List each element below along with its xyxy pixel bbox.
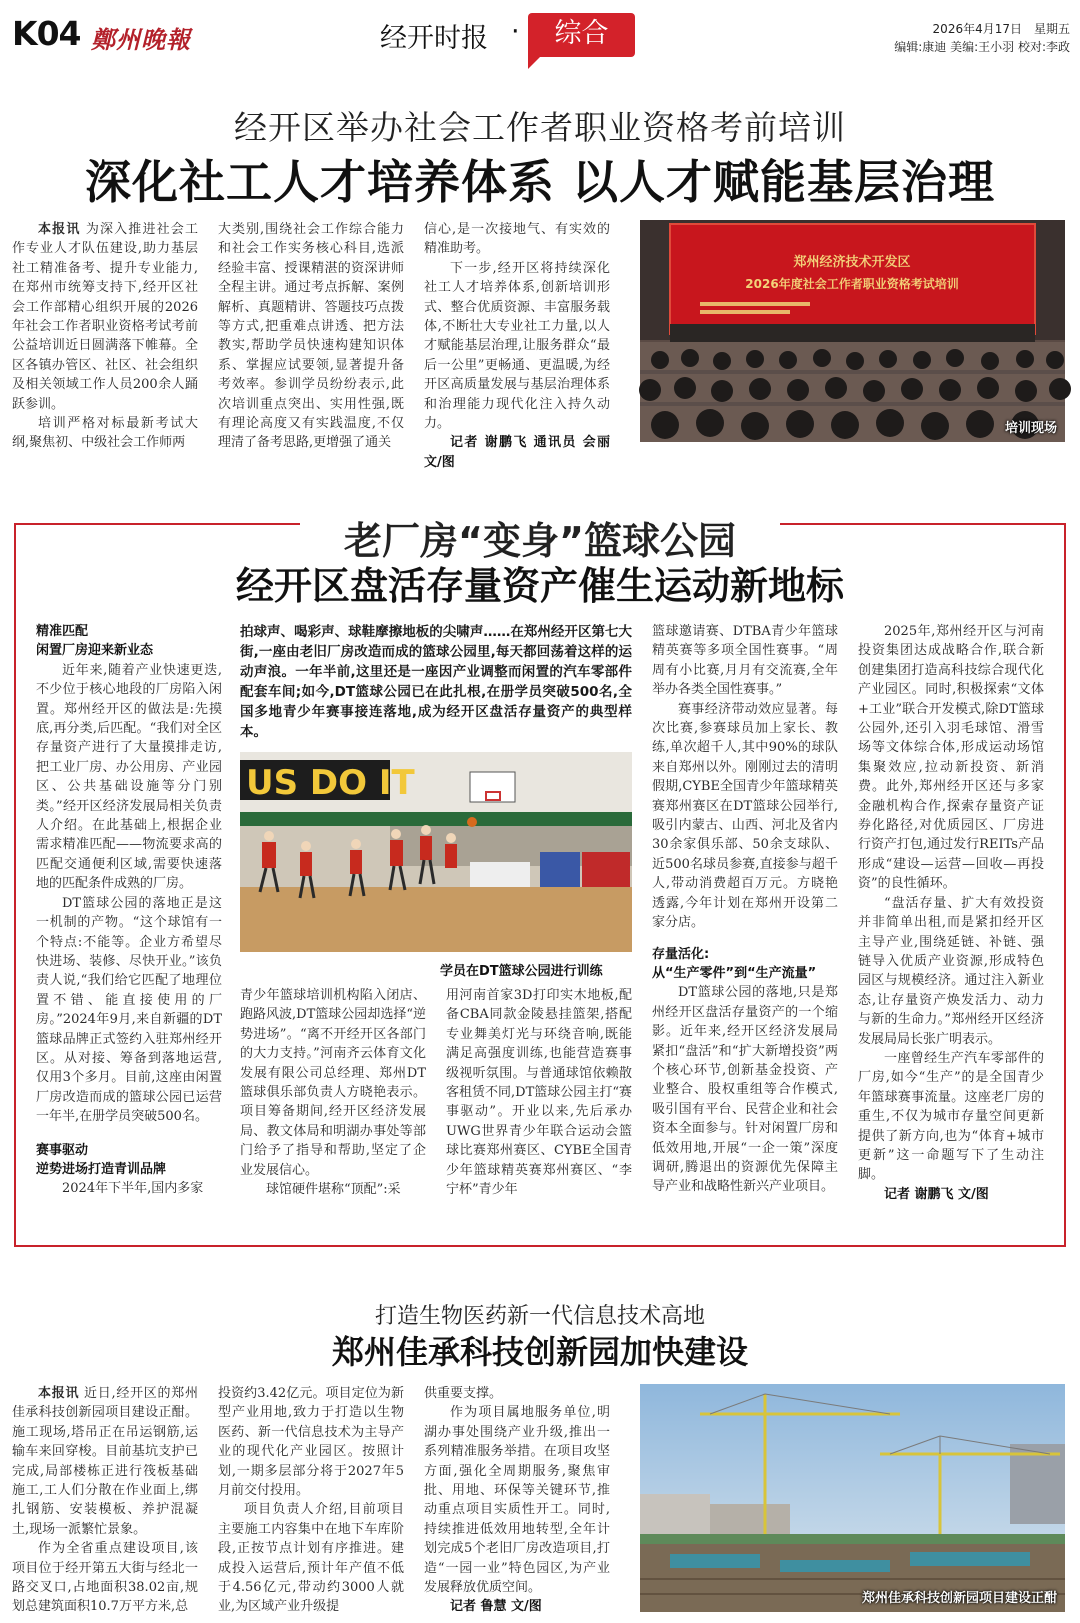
article2-text-2c: 球馆硬件堪称“顶配”:采 (266, 1182, 401, 1198)
issue-date: 2026年4月17日 星期五 (932, 22, 1070, 36)
article1-byline: 记者 谢鹏飞 通讯员 会丽 文/图 (424, 435, 610, 470)
banner-text-1: 郑州经济技术开发区 (793, 255, 911, 270)
article2-text-3b: 用河南首家3D打印实木地板,配备CBA同款金陵悬挂篮架,搭配专业舞美灯光与环绕音响,既能满足高强度训练,也能营造赛事级视听氛围。与普通球馆依赖散客租赁不同,DT篮球公园主打“赛事驱动”。开业以来,先后承办UWG世界青少年联合运动会篮球比赛郑州赛区、CYBE全国青少年篮球精英赛郑州赛区、“李宁杯”青少年 (446, 988, 632, 1198)
basketball-court-image (240, 752, 632, 952)
article3-text-1: 近日,经开区的郑州佳承科技创新园项目建设正酣。施工现场,塔吊正在吊运钢筋,运输车来回穿梭。目前基坑支护已完成,局部楼栋正进行筏板基础施工,工人们分散在作业面上,绑扎钢筋、安装模板、养护混凝土,现场一派繁忙景象。 (12, 1386, 198, 1537)
construction-site-image (640, 1384, 1065, 1612)
article3-text-2b: 项目负责人介绍,目前项目主要施工内容集中在地下车库阶段,正按节点计划有序推进。建成投入运营后,预计年产值不低于4.56亿元,带动约3000人就业,为区域产业升级提 (218, 1502, 404, 1615)
article2-intro: 拍球声、喝彩声、球鞋摩擦地板的尖啸声……在郑州经开区第七大街,一座由老旧厂房改造而成的篮球公园里,每天都回荡着这样的运动声浪。一年半前,这里还是一座因产业调整而闲置的汽车零部件配套车间;如今,DT篮球公园已在此扎根,在册学员突破500名,全国多地青少年赛事接连落地,成为经开区盘活存量资产的典型样本。 (240, 624, 632, 740)
article2-subhead-3b: 从“生产零件”到“生产流量” (652, 965, 817, 981)
article1-text-1b: 培训严格对标最新考试大纲,聚焦初、中级社会工作师两 (12, 416, 198, 451)
page-number: K04 (12, 14, 81, 53)
masthead (0, 0, 1080, 70)
article1-text-3: 信心,是一次接地气、有实效的精准助考。 (424, 222, 610, 257)
article2-subhead-3a: 存量活化: (652, 946, 710, 962)
article3-text-1b: 作为全省重点建设项目,该项目位于经开第五大街与经北一路交叉口,占地面积38.02亩,规划总建筑面积10.7万平方米,总 (12, 1541, 198, 1615)
article2-column-3-lower (446, 986, 632, 1226)
article2-text-3: 篮球邀请赛、DTBA青少年篮球精英赛等多项全国性赛事。“周周有小比赛,月月有交流赛,全年举办各类全国性赛事。” (652, 624, 838, 698)
article1-column-3 (424, 220, 610, 470)
section-tag: 综合 (528, 13, 635, 57)
article2-text-1b: DT篮球公园的落地正是这一机制的产物。“这个球馆有一个特点:不能等。企业方希望尽快进场、装修、尽快开业。”该负责人说,“我们给它匹配了地理位置不错、能直接使用的厂房。”2024年9月,来自新疆的DT篮球品牌正式签约入驻郑州经开区。从对接、筹备到落地运营,仅用3个多月。目前,这座由闲置厂房改造而成的篮球公园已运营一年半,在册学员突破500名。 (36, 895, 222, 1125)
article2-text-2b: 青少年篮球培训机构陷入闭店、跑路风波,DT篮球公园却选择“逆势进场”。“离不开经开区各部门的大力支持。”河南齐云体育文化发展有限公司总经理、郑州DT篮球俱乐部负责人方晓艳表示。项目筹备期间,经开区经济发展局、教文体局和明湖办事处等部门给予了指导和帮助,坚定了企业发展信心。 (240, 988, 426, 1178)
article1-column-1 (12, 220, 198, 451)
article3-photo-caption: 郑州佳承科技创新园项目建设正酣 (861, 1591, 1057, 1606)
article3-byline: 记者 鲁慧 文/图 (450, 1599, 542, 1615)
section-separator: · (511, 16, 520, 47)
article3-column-2 (218, 1384, 404, 1616)
article1-photo (640, 220, 1065, 442)
article3-column-3 (424, 1384, 610, 1616)
article3-kicker: 打造生物医药新一代信息技术高地 (374, 1304, 705, 1329)
training-hall-image (640, 220, 1065, 442)
article3-photo (640, 1384, 1065, 1612)
article2-text-1: 近年来,随着产业快速更迭,不少位于核心地段的厂房陷入闲置。郑州经开区的做法是:先摸底,再分类,后匹配。“我们对全区存量资产进行了大量摸排走访,把工业厂房、办公用房、产业园区、公共基础设施等分门别类。”经开区经济发展局相关负责人介绍。在此基础上,根据企业需求精准匹配——物流要求高的匹配交通便利区域,需要快速落地的匹配条件成熟的厂房。 (36, 662, 222, 892)
article2-subhead-2b: 逆势进场打造青训品牌 (36, 1161, 167, 1177)
article2-text-4b: “盘活存量、扩大有效投资并非简单出租,而是紧扣经开区主导产业,围绕延链、补链、强链导入优质产业资源,形成特色园区与规模经济。通过注入新业态,让存量资产焕发活力、动力与新的生命力。”郑州经开区经济发展局局长张广明表示。 (858, 895, 1044, 1047)
article3-text-3b: 作为项目属地服务单位,明湖办事处围绕产业升级,推出一系列精准服务举措。在项目攻坚方面,强化全周期服务,聚焦审批、用地、环保等关键环节,推动重点项目实质性开工。同时,持续推进低效用地转型,全年计划完成5个老旧厂房改造项目,打造“一园一业”特色园区,为产业发展释放优质空间。 (424, 1405, 610, 1596)
article2-text-4: 2025年,郑州经开区与河南投资集团达成战略合作,联合新创建集团打造高科技综合现代化产业园区。同时,积极探索“文体+工业”联合开发模式,除DT篮球公园外,还引入羽毛球馆、滑雪场等文体综合体,形成运动场馆集聚效应,拉动新投资、新消费。此外,郑州经开区还与多家金融机构合作,探索存量资产证券化路径,对优质园区、厂房进行资产打包,通过发行REITs产品形成“建设—运营—回收—再投资”的良性循环。 (858, 624, 1044, 892)
article2-subhead-1a: 精准匹配 (36, 624, 89, 639)
article1-text-3b: 下一步,经开区将持续深化社工人才培养体系,创新培训形式、整合优质资源、丰富服务载体,不断壮大专业社工力量,以人才赋能基层治理,让服务群众“最后一公里”更畅通、更温暖,为经开区高质量发展与基层治理体系和治理能力现代化注入持久动力。 (424, 260, 610, 432)
article2-column-2 (240, 986, 426, 1226)
court-banner-text: US DO IT (246, 763, 415, 803)
section-name: 经开时报 (380, 23, 488, 54)
paper-logo: 鄭州晚報 (91, 25, 191, 54)
article2-byline: 记者 谢鹏飞 文/图 (884, 1186, 989, 1202)
article2-kicker: 老厂房“变身”篮球公园 (344, 519, 736, 563)
article2-headline: 经开区盘活存量资产催生运动新地标 (235, 564, 844, 608)
article2-photo (240, 752, 632, 952)
article2-column-5 (858, 622, 1044, 1224)
issue-staff: 编辑:康迪 美编:王小羽 校对:李政 (894, 40, 1070, 54)
article2-subhead-1b: 闲置厂房迎来新业态 (36, 643, 154, 659)
article3-text-2: 投资约3.42亿元。项目定位为新型产业用地,致力于打造以生物医药、新一代信息技术为主导产业的现代化产业园区。按照计划,一期多层部分将于2027年5月前交付投用。 (218, 1386, 404, 1499)
article2-column-1 (36, 622, 222, 1224)
article3-column-1 (12, 1384, 198, 1616)
article1-text-1: 为深入推进社会工作专业人才队伍建设,助力基层社工精准备考、提升专业能力,在郑州市统筹支持下,经开区社会工作部精心组织开展的2026年社会工作者职业资格考试考前公益培训近日圆满落下帷幕。全区各镇办管区、社区、社会组织及相关领域工作人员200余人踊跃参训。 (12, 222, 198, 412)
article2-photo-caption: 学员在DT篮球公园进行训练 (440, 964, 603, 979)
article2-text-3a: 赛事经济带动效应显著。每次比赛,参赛球员加上家长、教练,单次超千人,其中90%的球队来自郑州以外。刚刚过去的清明假期,CYBE全国青少年篮球精英赛郑州赛区在DT篮球公园举行,吸引内蒙古、山西、河北及省内30余家俱乐部、50余支球队、近500名球员参赛,直接参与超千人,带动消费超百万元。方晓艳透露,今年计划在郑州开设第二家分店。 (652, 701, 838, 931)
article2-text-1c: 2024年下半年,国内多家 (62, 1181, 204, 1197)
article2-text-3c: DT篮球公园的落地,只是郑州经开区盘活存量资产的一个缩影。近年来,经开区经济发展局紧扣“盘活”和“扩大新增投资”两个核心环节,创新基金投资、产业整合、股权重组等合作模式,吸引国有平台、民营企业和社会资本全面参与。针对闲置厂房和低效用地,开展“一企一策”深度调研,腾退出的资源优先保障主导产业和战略性新兴产业项目。 (652, 985, 838, 1195)
article3-lead-tag: 本报讯 (38, 1386, 80, 1401)
article1-kicker: 经开区举办社会工作者职业资格考前培训 (234, 108, 846, 147)
article1-column-2 (218, 220, 404, 451)
article1-headline: 深化社工人才培养体系 以人才赋能基层治理 (84, 155, 995, 209)
article1-lead-tag: 本报讯 (38, 222, 81, 237)
article3-text-3: 供重要支撑。 (424, 1386, 503, 1401)
banner-text-2: 2026年度社会工作者职业资格考试培训 (745, 277, 959, 291)
article2-column-4 (652, 622, 838, 1224)
article3-headline: 郑州佳承科技创新园加快建设 (331, 1333, 748, 1371)
article1-photo-caption: 培训现场 (1004, 421, 1057, 436)
article2-text-4c: 一座曾经生产汽车零部件的厂房,如今“生产”的是全国青少年篮球赛事流量。这座老厂房的重生,不仅为城市存量空间更新提供了新方向,也为“体育+城市更新”这一命题写下了生动注脚。 (858, 1050, 1044, 1183)
article1-text-2: 大类别,围绕社会工作综合能力和社会工作实务核心科目,选派经验丰富、授课精湛的资深讲师全程主讲。通过考点拆解、案例解析、真题精讲、答题技巧点拨等方式,把重难点讲透、把方法教实,帮助学员快速构建知识体系、掌握应试要领,显著提升备考效率。参训学员纷纷表示,此次培训重点突出、实用性强,既有理论高度又有实践温度,不仅理清了备考思路,更增强了通关 (218, 222, 404, 451)
article2-subhead-2a: 赛事驱动 (36, 1142, 89, 1158)
